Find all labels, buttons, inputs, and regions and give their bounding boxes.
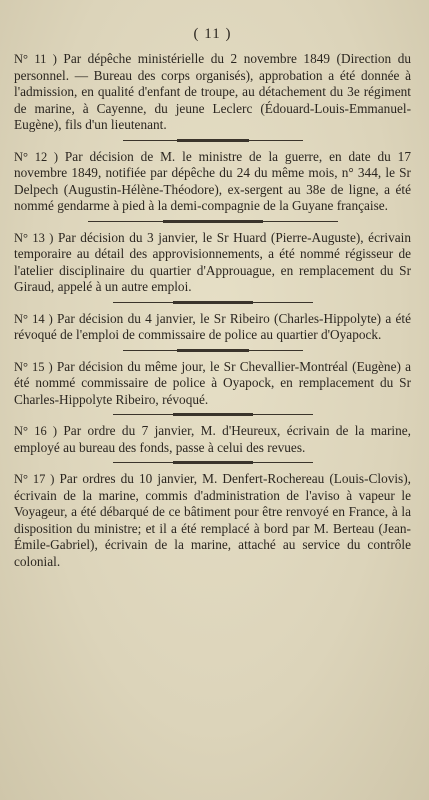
entry-14 (14, 311, 411, 344)
page-number: ( 11 ) (193, 26, 232, 42)
entry-text: Par ordre du 7 janvier, M. d'Heureux, écrivain de la marine, employé au bureau des fonds, passe à celui des revues. (14, 423, 411, 455)
entry-text: Par décision de M. le ministre de la guerre, en date du 17 novembre 1849, notifiée par dépêche du 24 du même mois, n° 344, le Sr Delpech (Augustin-Hélène-Théodore), ex-sergent au 38e de ligne, a été nommé gendarme à pied à la demi-compagnie de la Guyane française. (14, 148, 411, 213)
entry-11 (14, 51, 411, 134)
entry-number: N° 16 ) (14, 424, 58, 438)
separator-rule (113, 462, 313, 463)
entry-16 (14, 423, 411, 456)
separator-rule (113, 414, 313, 415)
entry-15 (14, 359, 411, 409)
entry-17 (14, 471, 411, 570)
entry-number: N° 11 ) (14, 52, 57, 66)
entry-number: N° 17 ) (14, 472, 55, 486)
entry-number: N° 15 ) (14, 359, 53, 374)
separator-rule (123, 140, 303, 141)
separator-rule (123, 350, 303, 351)
entry-number: N° 14 ) (14, 311, 53, 326)
entry-number: N° 13 ) (14, 230, 54, 245)
entry-text: Par dépêche ministérielle du 2 novembre 1849 (Direction du personnel. — Bureau des corps organisés), approbation a été donnée à l'admission, en qualité d'enfant de troupe, au détachement du 3e régiment de marine, à Cayenne, du jeune Leclerc (Édouard-Louis-Emmanuel-Eugène), fils d'un lieutenant. (14, 51, 412, 132)
entry-text: Par décision du même jour, le Sr Chevallier-Montréal (Eugène) a été nommé commissaire de police à Oyapock, en remplacement du Sr Charles-Hippolyte Ribeiro, révoqué. (14, 358, 411, 407)
entry-text: Par ordres du 10 janvier, M. Denfert-Rochereau (Louis-Clovis), écrivain de la marine, commis d'administration de l'aviso à vapeur le Voyageur, a été débarqué de ce bâtiment pour être renvoyé en France, à la disposition du ministre; et il a été remplacé à bord par M. Berteau (Jean-Émile-Gabriel), écrivain de la marine, attaché au service du contrôle colonial. (14, 471, 411, 569)
separator-rule (88, 221, 338, 222)
entry-text: Par décision du 4 janvier, le Sr Ribeiro (Charles-Hippolyte) a été révoqué de l'emploi de commissaire de police au quartier d'Oyapock. (14, 310, 411, 342)
entry-13 (14, 230, 411, 296)
entry-12 (14, 149, 411, 215)
entry-text: Par décision du 3 janvier, le Sr Huard (Pierre-Auguste), écrivain temporaire au détail des approvisionnements, a été nommé régisseur de l'atelier disciplinaire du quartier d'Approuague, en remplacement du Sr Giraud, appelé à un autre emploi. (14, 229, 411, 294)
entry-number: N° 12 ) (14, 149, 59, 164)
separator-rule (113, 302, 313, 303)
